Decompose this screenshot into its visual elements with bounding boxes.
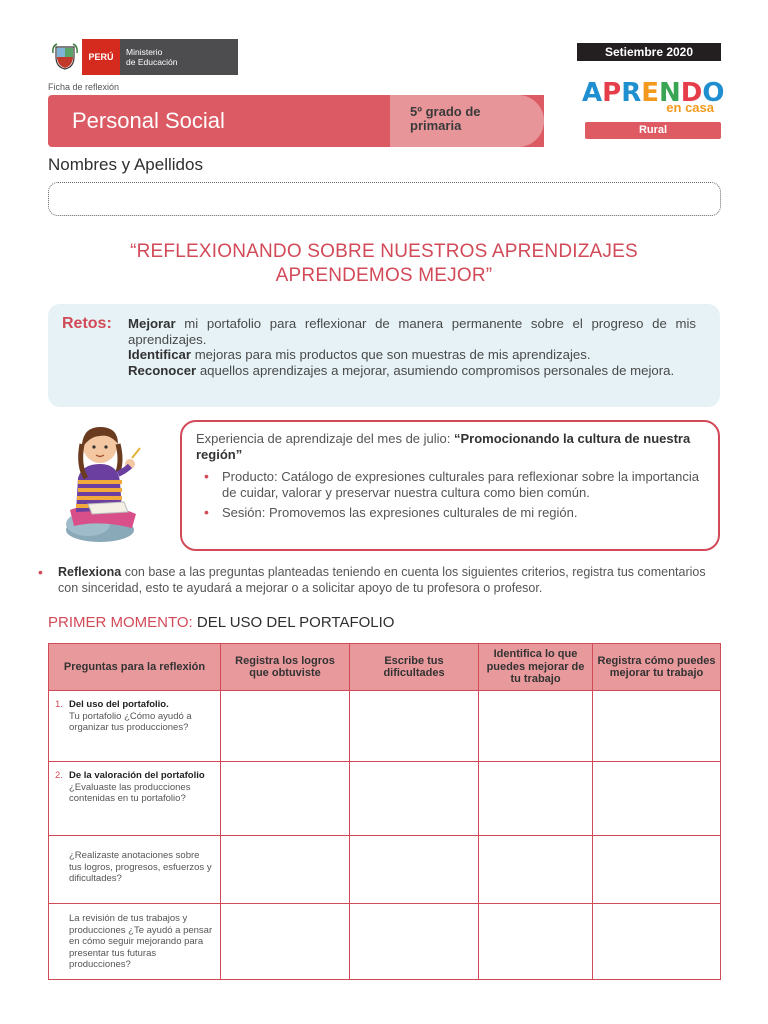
reto-item bbox=[128, 363, 696, 379]
rural-badge: Rural bbox=[585, 122, 721, 139]
question-title: Del uso del portafolio. bbox=[69, 699, 169, 710]
answer-cell[interactable] bbox=[479, 836, 593, 904]
table-row bbox=[49, 904, 721, 980]
answer-cell[interactable] bbox=[593, 904, 721, 980]
peru-label: PERÚ bbox=[82, 39, 120, 75]
answer-cell[interactable] bbox=[593, 691, 721, 762]
table-header: Registra cómo puedes mejorar tu trabajo bbox=[593, 644, 721, 691]
subject-banner bbox=[48, 95, 544, 147]
table-row bbox=[49, 691, 721, 762]
question-text: La revisión de tus trabajos y producciones ¿Te ayudó a pensar en cómo seguir mejorando para presentar tus futuras producciones? bbox=[69, 913, 213, 970]
reto-verb: Mejorar bbox=[128, 316, 176, 331]
subject-title: Personal Social bbox=[72, 108, 225, 133]
reflexiona-verb: Reflexiona bbox=[58, 565, 122, 579]
answer-cell[interactable] bbox=[221, 836, 350, 904]
answer-cell[interactable] bbox=[350, 904, 479, 980]
answer-cell[interactable] bbox=[479, 762, 593, 836]
answer-cell[interactable] bbox=[479, 904, 593, 980]
reto-item bbox=[128, 347, 696, 363]
reto-item bbox=[128, 316, 696, 347]
question-cell bbox=[49, 836, 221, 904]
bullet-icon: • bbox=[38, 564, 43, 580]
answer-cell[interactable] bbox=[350, 691, 479, 762]
name-label: Nombres y Apellidos bbox=[48, 155, 203, 174]
momento-title: DEL USO DEL PORTAFOLIO bbox=[192, 614, 395, 631]
answer-cell[interactable] bbox=[593, 836, 721, 904]
table-header: Preguntas para la reflexión bbox=[49, 644, 221, 691]
table-row bbox=[49, 836, 721, 904]
table-row bbox=[49, 762, 721, 836]
experience-intro: Experiencia de aprendizaje del mes de julio: bbox=[196, 431, 454, 446]
aprendo-wordmark: APRENDO bbox=[582, 78, 725, 108]
experience-title bbox=[196, 431, 704, 462]
reto-verb: Reconocer bbox=[128, 362, 197, 378]
experience-name: “Promocionando la cultura de nuestra región” bbox=[196, 431, 691, 462]
girl-reading-illustration bbox=[48, 418, 160, 544]
question-cell bbox=[49, 762, 221, 836]
reflexiona-paragraph bbox=[36, 565, 726, 596]
reto-text: aquellos aprendizajes a mejorar, asumiendo compromisos personales de mejora. bbox=[196, 362, 675, 378]
question-title: De la valoración del portafolio bbox=[69, 770, 205, 781]
answer-cell[interactable] bbox=[221, 691, 350, 762]
reflexiona-text: con base a las preguntas planteadas teniendo en cuenta los siguientes criterios, registra tus comentarios con sinceridad, esto te ayudará a mejorar o a solicitar apoyo de tu profesora o profesor. bbox=[58, 565, 706, 595]
ministerio-label: Ministerio de Educación bbox=[120, 39, 238, 75]
answer-cell[interactable] bbox=[350, 762, 479, 836]
table-header: Identifica lo que puedes mejorar de tu trabajo bbox=[479, 644, 593, 691]
experience-bullet: • Producto: Catálogo de expresiones culturales para reflexionar sobre la importancia de cuidar, valorar y preservar nuestra cultura como bien común. bbox=[196, 469, 704, 500]
experience-box bbox=[180, 420, 720, 551]
question-number: 1. bbox=[55, 699, 63, 710]
en-casa-wordmark: en casa bbox=[666, 100, 714, 115]
momento-prefix: PRIMER MOMENTO: bbox=[48, 614, 193, 631]
table-header: Escribe tus dificultades bbox=[350, 644, 479, 691]
question-number: 2. bbox=[55, 770, 63, 781]
reto-verb: Identificar bbox=[128, 347, 192, 362]
retos-label: Retos: bbox=[62, 315, 112, 332]
name-field[interactable] bbox=[48, 182, 721, 216]
answer-cell[interactable] bbox=[593, 762, 721, 836]
answer-cell[interactable] bbox=[479, 691, 593, 762]
question-text: Tu portafolio ¿Cómo ayudó a organizar tus producciones? bbox=[69, 710, 192, 733]
coat-of-arms-icon bbox=[48, 39, 82, 75]
grade-label: 5º grado de primaria bbox=[390, 95, 544, 147]
date-badge: Setiembre 2020 bbox=[577, 43, 721, 61]
table-header: Registra los logros que obtuviste bbox=[221, 644, 350, 691]
aprendo-en-casa-logo bbox=[582, 78, 725, 115]
table-header-row bbox=[49, 644, 721, 691]
reto-text: mejoras para mis productos que son muestras de mis aprendizajes. bbox=[191, 347, 591, 362]
question-text: ¿Realizaste anotaciones sobre tus logros, progresos, esfuerzos y dificultades? bbox=[69, 850, 212, 884]
section-heading bbox=[48, 614, 394, 631]
answer-cell[interactable] bbox=[350, 836, 479, 904]
reflection-table bbox=[48, 643, 721, 980]
answer-cell[interactable] bbox=[221, 904, 350, 980]
retos-list bbox=[128, 316, 696, 378]
question-text: ¿Evaluaste las producciones contenidas en tu portafolio? bbox=[69, 781, 191, 804]
main-title: “REFLEXIONANDO SOBRE NUESTROS APRENDIZAJES APRENDEMOS MEJOR” bbox=[130, 241, 638, 286]
question-cell bbox=[49, 691, 221, 762]
question-cell bbox=[49, 904, 221, 980]
minedu-logo bbox=[48, 39, 238, 75]
experience-bullets bbox=[196, 469, 704, 521]
experience-bullet: • Sesión: Promovemos las expresiones culturales de mi región. bbox=[196, 505, 704, 521]
ficha-label: Ficha de reflexión bbox=[48, 82, 120, 92]
answer-cell[interactable] bbox=[221, 762, 350, 836]
reto-text: mi portafolio para reflexionar de manera permanente sobre el progreso de mis aprendizajes. bbox=[128, 316, 696, 347]
retos-box bbox=[48, 304, 720, 407]
